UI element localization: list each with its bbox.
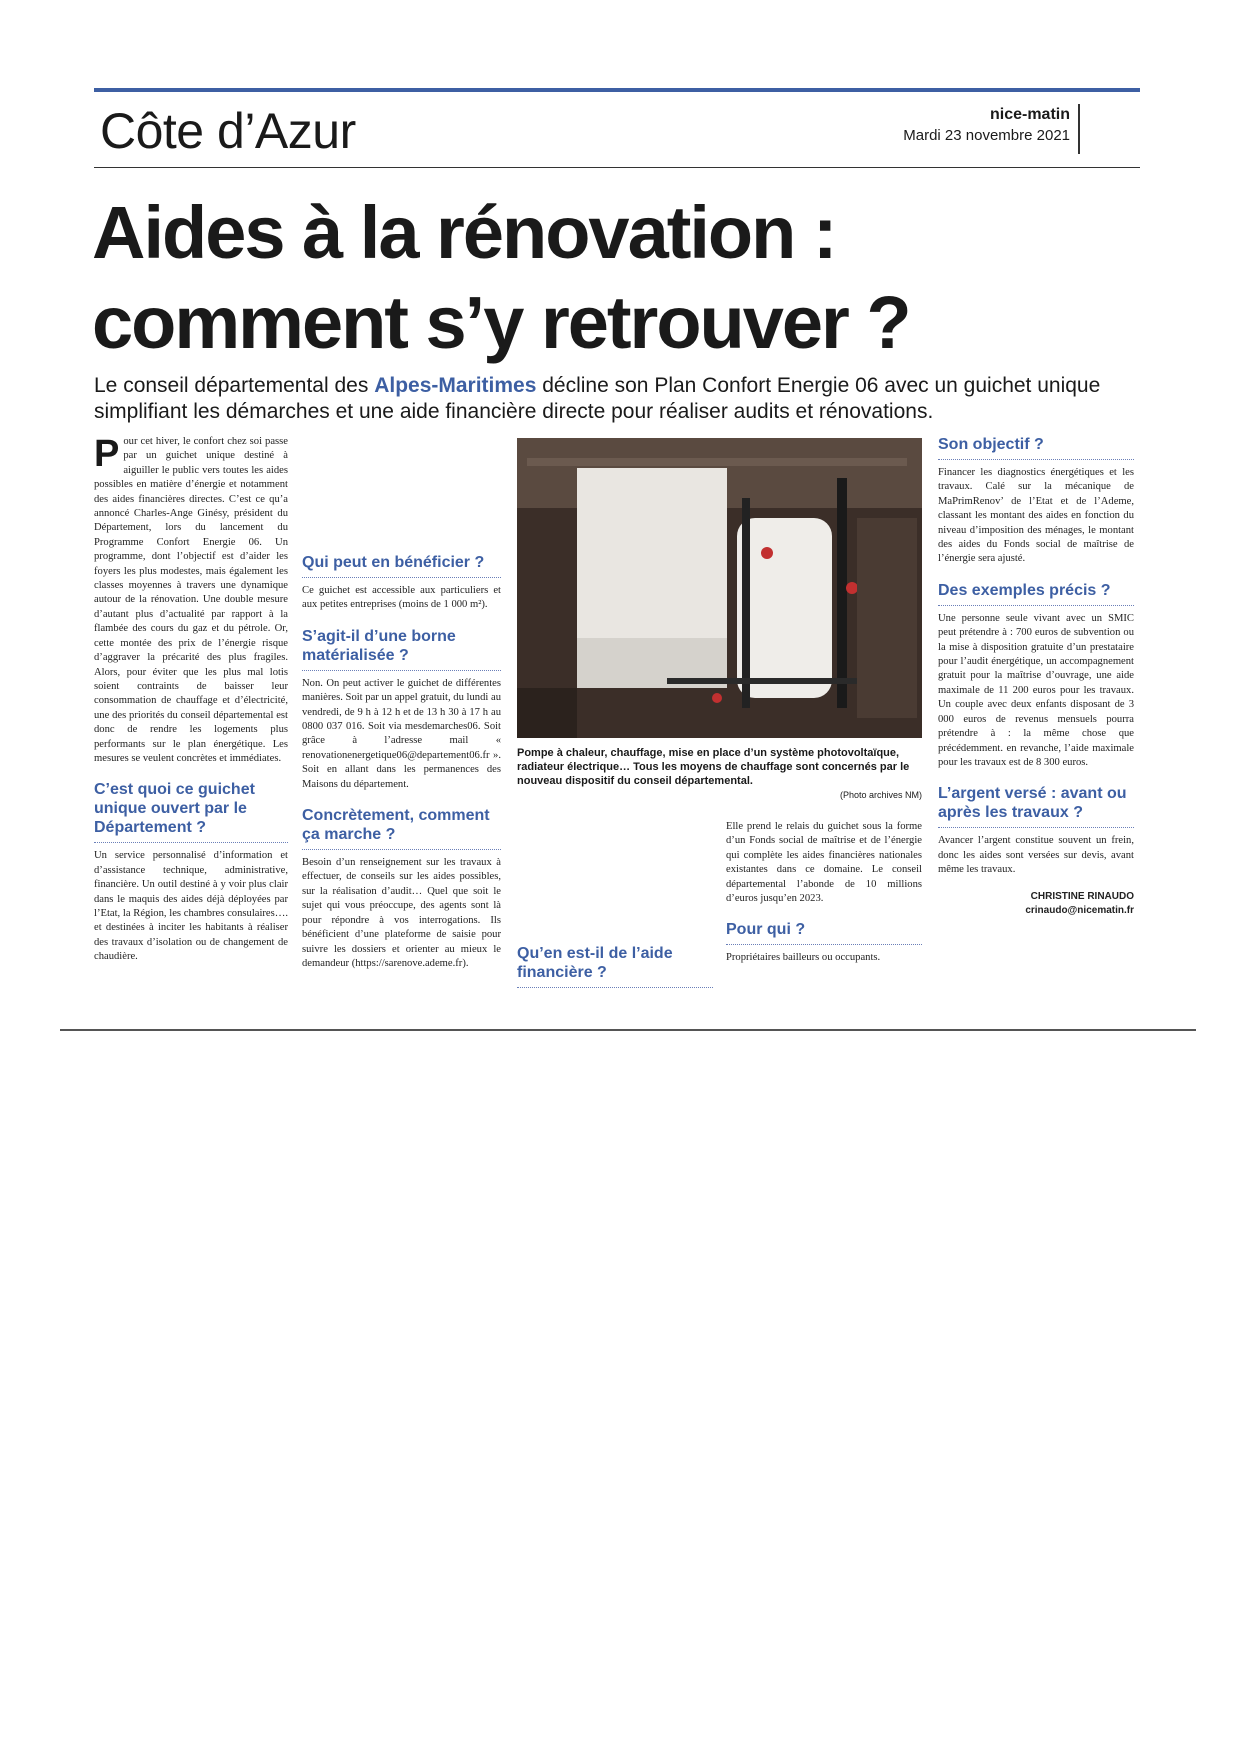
heat-pump-illustration — [517, 438, 922, 738]
text-objectif: Financer les diagnostics énergétiques et les travaux. Calé sur la mécanique de MaPrimRenov’ de l’Etat et de l’Ademe, classant les montant des aides en fonction du niveau d’imposition des ménages, le montant des aides du Fonds social de maîtrise de l’énergie sera ajusté. — [938, 467, 1134, 565]
section-title: Côte d’Azur — [100, 103, 356, 159]
text-borne: Non. On peut activer le guichet de différentes manières. Soit par un appel gratuit, du lundi au vendredi, de 9 h à 12 h et de 13 h 30 à 17 h au 0800 037 016. Soit via mesdemarches06. Soit grâce à l’adresse mail « renovationenergetique06@departement06.fr ». Soit en allant dans les permanences des Maisons du département. — [302, 677, 501, 790]
bottom-rule — [60, 1029, 1196, 1031]
text-pour-qui: Propriétaires bailleurs ou occupants. — [726, 952, 881, 964]
subheading-objectif: Son objectif ? — [938, 435, 1134, 460]
photo-credit: (Photo archives NM) — [839, 790, 922, 800]
column-1 — [94, 435, 288, 965]
subheading-exemples: Des exemples précis ? — [938, 581, 1134, 606]
column-2 — [302, 435, 501, 971]
author-name: CHRISTINE RINAUDO — [1030, 890, 1134, 902]
column-5 — [938, 435, 1134, 918]
text-exemples: Une personne seule vivant avec un SMIC peut prétendre à : 700 euros de subvention ou la mise à disposition gratuite d’un prestataire pour l’audit énergétique, un accompagnement gratuit pour la maîtrise d’ouvrage, une aide maximale de 11 200 euros pour les travaux. Un couple avec deux enfants disposant de 3 000 euros de revenus mensuels pourra prétendre à : la même chose que précédemment. en revanche, l’aide maximale pour les travaux est de 8 300 euros. — [938, 612, 1134, 768]
caption-text: Pompe à chaleur, chauffage, mise en place d’un système photovoltaïque, radiateur électrique… Tous les moyens de chauffage sont concernés par le nouveau dispositif du conseil départemental. — [517, 747, 910, 787]
subheading-guichet: C’est quoi ce guichet unique ouvert par le Département ? — [94, 780, 288, 843]
subheading-borne: S’agit-il d’une borne matérialisée ? — [302, 627, 501, 671]
dropcap: P — [94, 433, 120, 475]
text-guichet: Un service personnalisé d’information et d’assistance technique, administrative, financière. Un outil destiné à y voir plus clair dans le maquis des aides déjà déployées par l’Etat, la Région, les chambres consulaires…. et destinées à inciter les habitants à réaliser des travaux d’isolation ou de changement de chaudière. — [94, 850, 288, 963]
author-email: crinaudo@nicematin.fr — [1025, 904, 1134, 916]
byline — [938, 890, 1134, 918]
lead-after: décline son Plan Confort Energie 06 avec un guichet unique simplifiant les démarches et une aide financière directe pour réaliser audits et rénovations. — [94, 374, 1101, 423]
header-rule — [94, 167, 1140, 168]
subheading-pour-qui: Pour qui ? — [726, 920, 922, 945]
masthead — [903, 104, 1070, 146]
newspaper-brand: nice-matin — [989, 106, 1070, 123]
text-argent-verse: Avancer l’argent constitue souvent un frein, donc les aides sont versées sur devis, avant même les travaux. — [938, 835, 1134, 876]
publication-date: Mardi 23 novembre 2021 — [903, 127, 1070, 144]
text-fonctionnement: Besoin d’un renseignement sur les travaux à effectuer, de conseils sur les aides possibles, sur la réalisation d’audit… Quel que soit le sujet qui vous préoccupe, des agents sont là pour répondre à vos interrogations. Ils bénéficient d’une plateforme de saisie pour suivre les dossiers et orienter au mieux le demandeur (https://sarenove.ademe.fr). — [302, 857, 501, 969]
headline — [92, 188, 1152, 368]
text-aide-financiere: Elle prend le relais du guichet sous la forme d’un Fonds social de maîtrise et de l’énergie qui complète les aides financières nationales existantes dans ce domaine. Le conseil départemental l’abonde de 10 millions d’euros jusqu’en 2023. — [726, 821, 922, 905]
intro-paragraph — [94, 435, 288, 766]
lead-paragraph — [94, 373, 1144, 425]
article-photo — [517, 438, 922, 738]
headline-line-1: Aides à la rénovation : — [92, 191, 836, 274]
masthead-divider — [1078, 104, 1080, 154]
column-3 — [517, 820, 713, 994]
text-beneficiaires: Ce guichet est accessible aux particuliers et aux petites entreprises (moins de 1 000 m²). — [302, 585, 501, 611]
column-4 — [726, 820, 922, 966]
top-rule — [94, 88, 1140, 92]
lead-before: Le conseil départemental des — [94, 374, 375, 397]
subheading-beneficiaires: Qui peut en bénéficier ? — [302, 553, 501, 578]
intro-text: our cet hiver, le confort chez soi passe par un guichet unique destiné à aiguiller le public vers toutes les aides possibles en matière d’énergie et notamment des aides financières directes. C’est ce qu’a annoncé Charles-Ange Ginésy, président du Département, lors du lancement du Programme Confort Energie 06. Un programme, dont l’objectif est d’aider les foyers les plus modestes, mais également les classes moyennes à travers une dynamique autour de la rénovation. Une double mesure d’autant plus d’actualité par rapport à la flambée des cours du gaz et du pétrole. Or, cette montée des prix de l’énergie risque d’aggraver la précarité des plus fragiles. Alors, pour éviter que les plus mal lotis soient contraints de baisser leur consommation de chauffage et d’électricité, une des priorités du conseil départemental est donc de rendre les logements plus performants sur le plan énergétique. Les mesures se veulent concrètes et immédiates. — [94, 436, 288, 764]
subheading-fonctionnement: Concrètement, comment ça marche ? — [302, 806, 501, 850]
photo-caption — [517, 746, 922, 802]
subheading-aide-financiere: Qu’en est-il de l’aide financière ? — [517, 944, 713, 988]
subheading-argent-verse: L’argent versé : avant ou après les travaux ? — [938, 784, 1134, 828]
lead-highlight: Alpes-Maritimes — [374, 374, 537, 397]
headline-line-2: comment s’y retrouver ? — [92, 281, 910, 364]
